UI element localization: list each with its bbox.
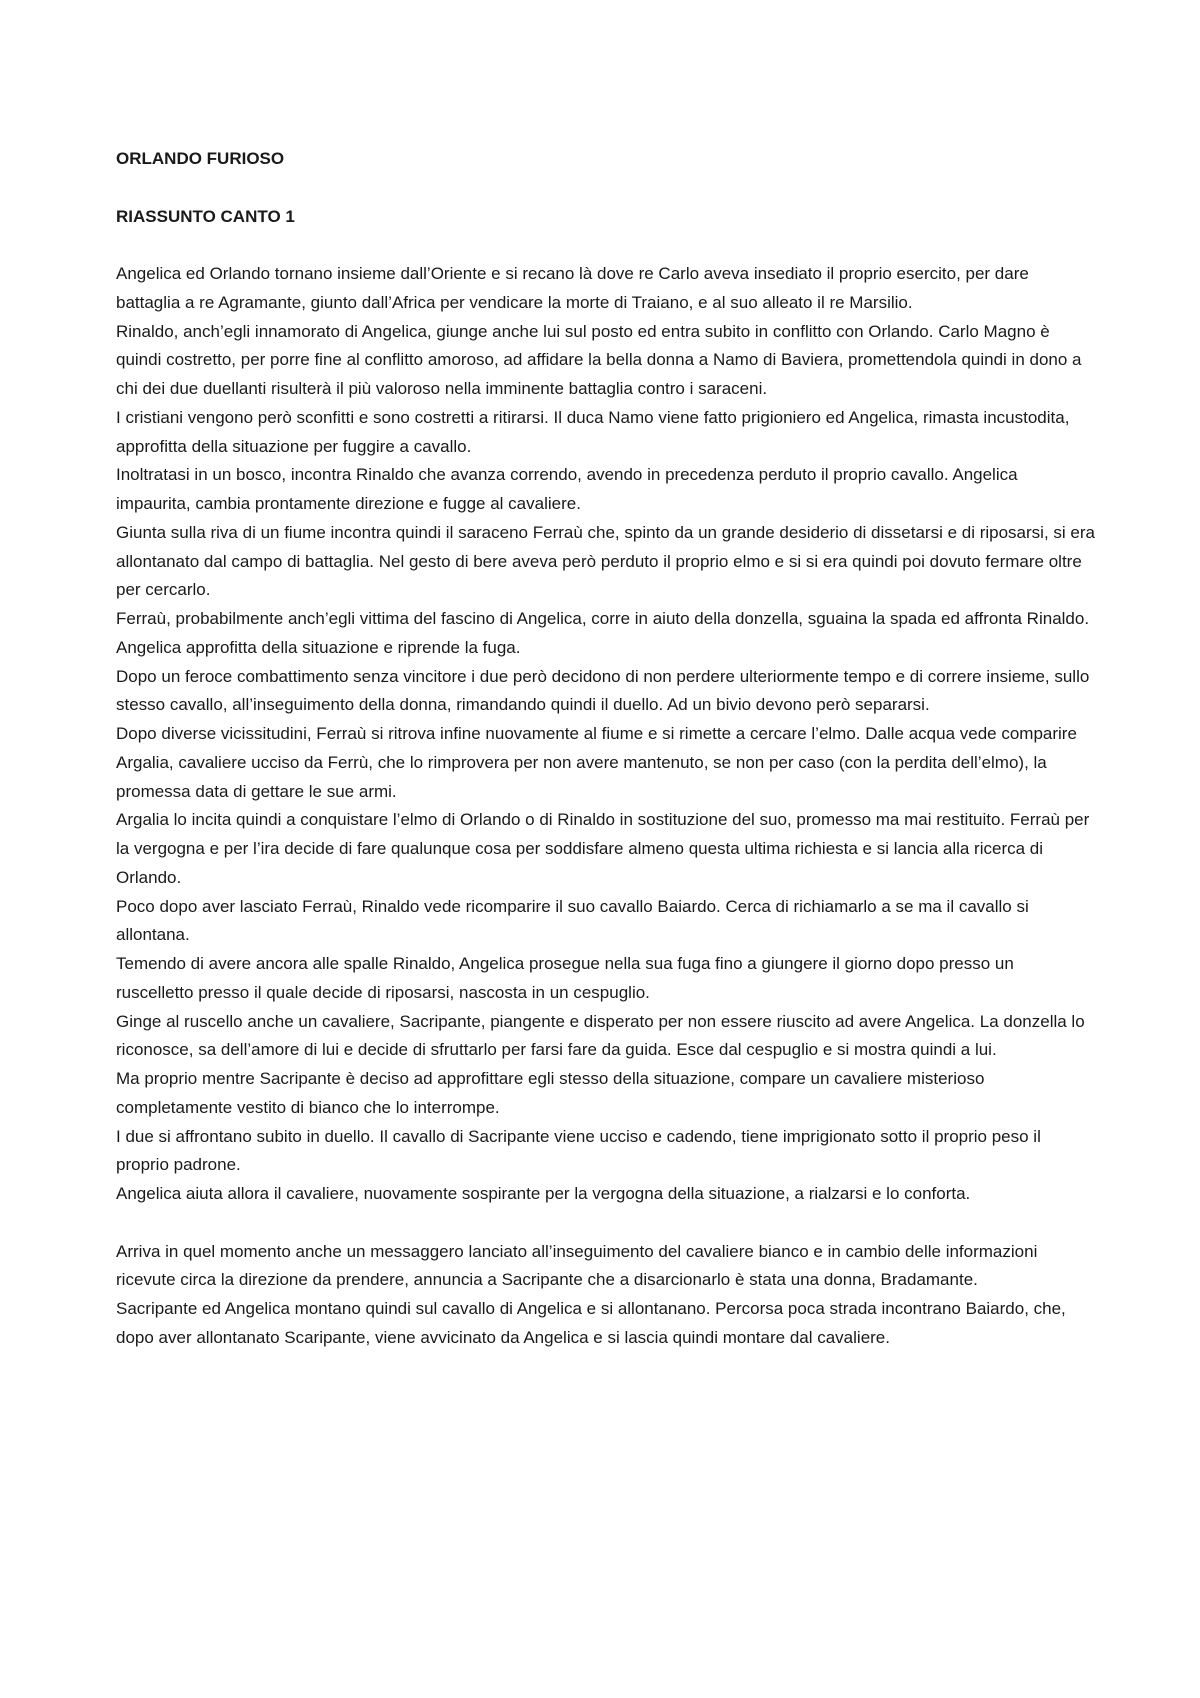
- paragraph: Giunta sulla riva di un fiume incontra quindi il saraceno Ferraù che, spinto da un grande desiderio di dissetarsi e di riposarsi, si era allontanato dal campo di battaglia. Nel gesto di bere aveva però perduto il proprio elmo e si si era quindi poi dovuto fermare oltre per cercarlo.: [116, 522, 1095, 600]
- paragraph: Dopo un feroce combattimento senza vincitore i due però decidono di non perdere ulteriormente tempo e di correre insieme, sullo stesso cavallo, all’inseguimento della donna, rimandando quindi il duello. Ad un bivio devono però separarsi.: [116, 666, 1090, 715]
- paragraph: Ma proprio mentre Sacripante è deciso ad approfittare egli stesso della situazione, compare un cavaliere misterioso completamente vestito di bianco che lo interrompe.: [116, 1069, 985, 1117]
- paragraph: I due si affrontano subito in duello. Il cavallo di Sacripante viene ucciso e cadendo, tiene imprigionato sotto il proprio peso il proprio padrone.: [116, 1126, 1041, 1175]
- paragraph: Rinaldo, anch’egli innamorato di Angelica, giunge anche lui sul posto ed entra subito in conflitto con Orlando. Carlo Magno è quindi costretto, per porre fine al conflitto amoroso, ad affidare la bella donna a Namo di Baviera, promettendola quindi in dono a chi dei due duellanti risulterà il più valoroso nella imminente battaglia contro i saraceni.: [116, 321, 1082, 398]
- paragraph: I cristiani vengono però sconfitti e sono costretti a ritirarsi. Il duca Namo viene fatto prigioniero ed Angelica, rimasta incustodita, approfitta della situazione per fuggire a cavallo.: [116, 407, 1070, 456]
- paragraph: Arriva in quel momento anche un messaggero lanciato all’inseguimento del cavaliere bianco e in cambio delle informazioni ricevute circa la direzione da prendere, annuncia a Sacripante che a disarcionarlo è stata una donna, Bradamante.: [116, 1241, 1038, 1290]
- paragraph: Angelica ed Orlando tornano insieme dall’Oriente e si recano là dove re Carlo aveva insediato il proprio esercito, per dare battaglia a re Agramante, giunto dall’Africa per vendicare la morte di Traiano, e al suo alleato il re Marsilio.: [116, 264, 1029, 312]
- paragraph: Angelica aiuta allora il cavaliere, nuovamente sospirante per la vergogna della situazione, a rialzarsi e lo conforta.: [116, 1184, 971, 1203]
- paragraph-gap: [116, 1209, 1096, 1238]
- paragraph: Dopo diverse vicissitudini, Ferraù si ritrova infine nuovamente al fiume e si rimette a cercare l’elmo. Dalle acqua vede comparire Argalia, cavaliere ucciso da Ferrù, che lo rimprovera per non avere mantenuto, se non per caso (con la perdita dell’elmo), la promessa data di gettare le sue armi.: [116, 724, 1077, 801]
- document-subtitle: RIASSUNTO CANTO 1: [116, 207, 295, 226]
- document-content: [116, 144, 1096, 1353]
- document-title: ORLANDO FURIOSO: [116, 149, 285, 168]
- paragraph: Temendo di avere ancora alle spalle Rinaldo, Angelica prosegue nella sua fuga fino a giungere il giorno dopo presso un ruscelletto presso il quale decide di riposarsi, nascosta in un cespuglio.: [116, 954, 1014, 1002]
- body-section-1: [116, 260, 1096, 1209]
- paragraph: Ginge al ruscello anche un cavaliere, Sacripante, piangente e disperato per non essere riuscito ad avere Angelica. La donzella lo riconosce, sa dell’amore di lui e decide di sfruttarlo per farsi fare da guida. Esce dal cespuglio e si mostra quindi a lui.: [116, 1011, 1085, 1060]
- paragraph: Sacripante ed Angelica montano quindi sul cavallo di Angelica e si allontanano. Percorsa poca strada incontrano Baiardo, che, dopo aver allontanato Scaripante, viene avvicinato da Angelica e si lascia quindi montare dal cavaliere.: [116, 1299, 1066, 1347]
- paragraph: Poco dopo aver lasciato Ferraù, Rinaldo vede ricomparire il suo cavallo Baiardo. Cerca di richiamarlo a se ma il cavallo si allontana.: [116, 896, 1029, 945]
- paragraph: Ferraù, probabilmente anch’egli vittima del fascino di Angelica, corre in aiuto della donzella, sguaina la spada ed affronta Rinaldo. Angelica approfitta della situazione e riprende la fuga.: [116, 609, 1090, 657]
- paragraph: Inoltratasi in un bosco, incontra Rinaldo che avanza correndo, avendo in precedenza perduto il proprio cavallo. Angelica impaurita, cambia prontamente direzione e fugge al cavaliere.: [116, 465, 1018, 513]
- body-section-2: [116, 1238, 1096, 1353]
- paragraph: Argalia lo incita quindi a conquistare l’elmo di Orlando o di Rinaldo in sostituzione del suo, promesso ma mai restituito. Ferraù per la vergogna e per l’ira decide di fare qualunque cosa per soddisfare almeno questa ultima richiesta e si lancia alla ricerca di Orlando.: [116, 810, 1090, 887]
